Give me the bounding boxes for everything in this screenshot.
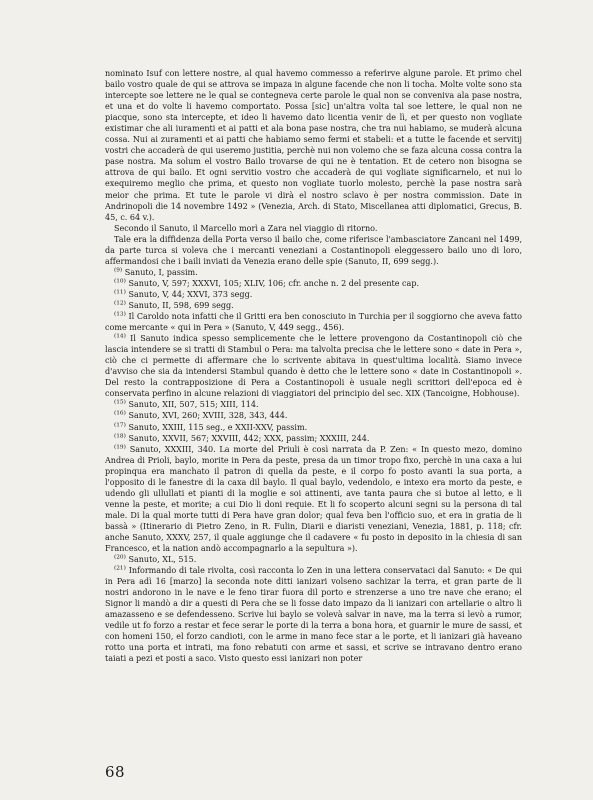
footnote-text: Sanuto, XXVII, 567; XXVIII, 442; XXX, passim; XXXIII, 244.	[128, 433, 370, 443]
body-paragraph: Secondo il Sanuto, il Marcello morì a Zara nel viaggio di ritorno.	[114, 223, 378, 233]
footnote	[105, 422, 522, 433]
footnote-text: Sanuto, V, 597; XXXVI, 105; XLIV, 106; cfr. anche n. 2 del presente cap.	[128, 278, 420, 288]
body-paragraph: Tale era la diffidenza della Porta verso il bailo che, come riferisce l'ambasciatore Zancani nel 1499, da parte turca si voleva che i mercanti veneziani a Costantinopoli eleggessero bailo uno di loro, affermandosi che i baili inviati da Venezia erano delle spie (Sanuto, II, 699 segg.).	[105, 234, 522, 266]
footnote-text: Sanuto, XL, 515.	[128, 555, 197, 565]
footnote	[105, 554, 522, 565]
footnote-number: (13)	[114, 311, 126, 318]
footnote-text: Sanuto, XII, 507, 515; XIII, 114.	[128, 400, 259, 410]
footnote-number: (20)	[114, 554, 126, 561]
footnote	[105, 399, 522, 410]
footnote-number: (14)	[114, 333, 126, 340]
footnote-text: Il Caroldo nota infatti che il Gritti era ben conosciuto in Turchia per il soggiorno che aveva fatto come mercante « qui in Pera » (Sanuto, V, 449 segg., 456).	[105, 312, 522, 333]
footnote	[105, 300, 522, 311]
footnote-number: (10)	[114, 278, 126, 285]
footnote	[105, 433, 522, 444]
footnote	[105, 565, 522, 664]
page-number: 68	[105, 763, 126, 781]
footnote-number: (12)	[114, 300, 126, 307]
footnote-text: Sanuto, XXIII, 115 seg., e XXII-XXV, passim.	[128, 422, 308, 432]
text-block	[105, 68, 522, 665]
footnote	[105, 289, 522, 300]
footnote	[105, 333, 522, 399]
footnote-text: Sanuto, V, 44; XXVI, 373 segg.	[128, 289, 253, 299]
body-paragraph: nominato Isuf con lettere nostre, al qual havemo commesso a referirve algune parole. Et primo chel bailo vostro quale de qui se attrova se impaza in algune facende che non li tocha. Molte volte sono sta intercepte soe lettere ne le qual se contegneva certe parole le qual non se conveniva ala pase nostra, et una et do volte li havemo comportato. Possa [sic] un'altra volta tal soe lettere, le qual non ne piacque, sono sta intercepte, et ideo li havemo dato licentia venir de lì, et per questo non vogliate existimar che ali iuramenti et ai patti et ala bona pase nostra, che tra nui habiamo, se muderà alcuna cossa. Nui ai zuramenti et ai patti che habiamo semo fermi et stabeli: et a tutte le facende et servitij vostri che accaderà de qui useremo justitia, perchè nui non volemo che se faza alcuna cossa contra la pase nostra. Ma solum el vostro Bailo trovarse de qui ne è tentation. Et de cetero non bisogna se attrova de qui bailo. Et ogni servitio vostro che accaderà de qui vogliate significarnelo, et nui lo exequiremo meglio che prima, et questo non vogliate tuorlo molesto, perchè la pase nostra sarà meior che prima. Et tute le parole vi dirà el nostro sclavo è per nostra commission. Date in Andrinopoli die 14 novembre 1492 » (Venezia, Arch. di Stato, Miscellanea atti diplomatici, Grecus, B. 45, c. 64 v.).	[105, 69, 522, 222]
footnote	[105, 311, 522, 333]
footnote-number: (21)	[114, 565, 126, 572]
footnote-number: (15)	[114, 399, 126, 406]
footnote-text: Sanuto, I, passim.	[124, 267, 198, 277]
footnote	[105, 410, 522, 421]
footnote	[105, 444, 522, 554]
footnote	[105, 278, 522, 289]
footnote-number: (9)	[114, 267, 123, 274]
footnote-text: Il Sanuto indica spesso semplicemente che le lettere provengono da Costantinopoli ciò che lascia intendere se si tratti di Stambul o Pera: ma talvolta precisa che le lettere sono « date in Pera », ciò che ci permette di affermare che lo scrivente abitava in quest'ultima località. Siamo invece d'avviso che sia da intendersi Stambul quando è detto che le lettere sono « date in Costantinopoli ». Del resto la contrapposizione di Pera a Costantinopoli è usuale negli scrittori dell'epoca ed è conservata perfino in alcune relazioni di viaggiatori del principio del sec. XIX (Tancoigne, Hobhouse).	[105, 334, 522, 399]
footnote-number: (11)	[114, 289, 126, 296]
footnote-text: Sanuto, XXXIII, 340. La morte del Priuli è così narrata da P. Zen: « In questo mezo, domino Andrea di Prioli, baylo, morite in Pera da peste, presa da un timor tropo fixo, perchè in una caxa a lui propinqua era manchato il patron di quella da peste, e il corpo fo posto avanti la sua porta, a l'opposito di le fanestre di la caxa dil baylo. Il qual baylo, vedendolo, e intexo era morto da peste, e udendo gli ullullati et pianti di la moglie e soi attinenti, ave tanta paura che si butoe al letto, e li venne la peste, et morite; a cui Dio li doni requie. Et li fo scoperto alcuni segni su la persona di tal male. Di la qual morte tutti di Pera have gran dolor; qual feva ben l'officio suo, et era in gratia de li bassà » (Itinerario di Pietro Zeno, in R. Fulin, Diarii e diaristi veneziani, Venezia, 1881, p. 118; cfr. anche Sanuto, XXXV, 257, il quale aggiunge che il cadavere « fu posto in deposito in la chiesia di san Francesco, et la nation andò accompagnarlo a la sepultura »).	[105, 444, 522, 554]
footnote-number: (16)	[114, 410, 126, 417]
footnote-number: (18)	[114, 432, 126, 439]
footnote-text: Sanuto, XVI, 260; XVIII, 328, 343, 444.	[128, 411, 288, 421]
footnote-number: (19)	[114, 443, 126, 450]
footnote	[105, 267, 522, 278]
footnote-text: Informando di tale rivolta, così racconta lo Zen in una lettera conservataci dal Sanuto: « De qui in Pera adì 16 [marzo] la seconda note ditti ianizari volseno sachizar la terra, et gran parte de li nostri andorono in le nave e le feno tirar fuora dil porto e strenzerse a uno tre nave che erano; el Signor li mandò a dir a questi di Pera che se li fosse dato impazo da li ianizari con artellarie o altro li amazasseno e se defendesseno. Scrive lui baylo se volevà salvar in nave, ma la terra si levò a rumor, vedile ut fo forzo a restar et fece serar le porte di la terra a bona hora, et guarnir le mure de sassi, et con homeni 150, el forzo candioti, con le arme in mano fece star a le porte, et li ianizari già haveano rotto una porta et intrati, ma fono rebatuti con arme et sassi, et scrive se intravano dentro erano taiati a pezi et posti a saco. Visto questo essi ianizari non poter	[105, 566, 522, 664]
footnote-number: (17)	[114, 421, 126, 428]
footnote-text: Sanuto, II, 598, 699 segg.	[128, 300, 234, 310]
